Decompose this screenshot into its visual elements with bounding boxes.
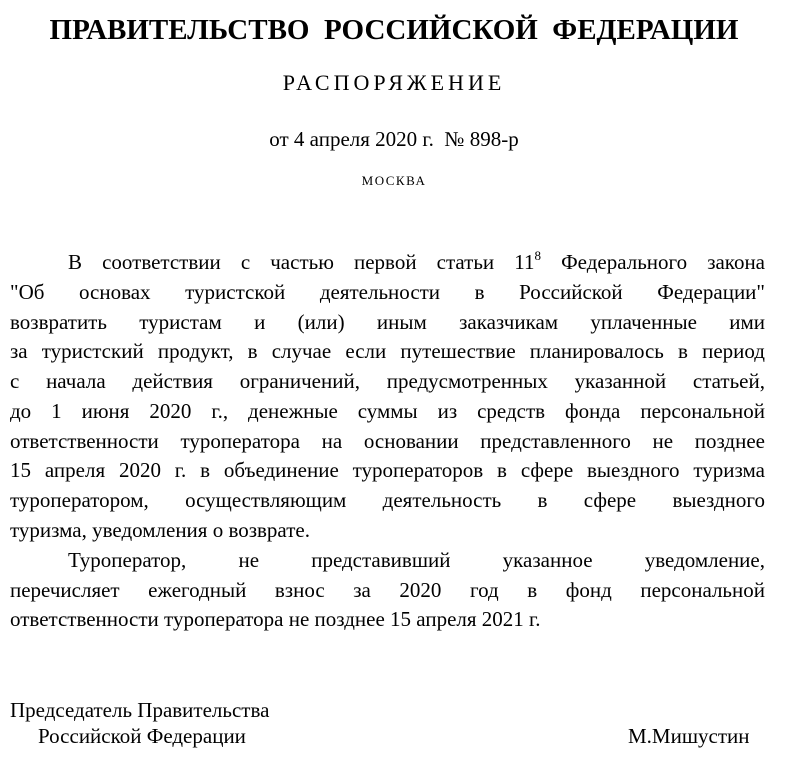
paragraph-line <box>68 250 765 274</box>
paragraph-line: Туроператор, не представивший указанное уведомление, <box>68 548 765 572</box>
paragraph-line: до 1 июня 2020 г., денежные суммы из средств фонда персональной <box>10 398 765 423</box>
text: Федерального закона <box>540 250 766 274</box>
signature-position-line2: Российской Федерации <box>38 724 246 748</box>
signature-name: М.Мишустин <box>628 724 750 748</box>
paragraph-line: "Об основах туристской деятельности в Российской Федерации" <box>10 280 765 304</box>
document-city: МОСКВА <box>361 173 427 188</box>
text: В соответствии с частью первой статьи 11 <box>68 250 535 274</box>
government-title: ПРАВИТЕЛЬСТВО РОССИЙСКОЙ ФЕДЕРАЦИИ <box>49 14 739 46</box>
paragraph-line: туризма, уведомления о возврате. <box>10 517 310 542</box>
paragraph-line: ответственности туроператора на основании представленного не позднее <box>10 428 765 453</box>
paragraph-line: за туристский продукт, в случае если путешествие планировалось в период <box>10 339 765 364</box>
signature-position-line1: Председатель Правительства <box>10 698 270 722</box>
paragraph-line: ответственности туроператора не позднее 15 апреля 2021 г. <box>10 607 541 632</box>
paragraph-line: возвратить туристам и (или) иным заказчикам уплаченные ими <box>10 309 765 334</box>
document-date-number: от 4 апреля 2020 г. № 898-р <box>269 127 519 151</box>
paragraph-line: с начала действия ограничений, предусмотренных указанной статьей, <box>10 369 765 394</box>
paragraph-line: 15 апреля 2020 г. в объединение туроператоров в сфере выездного туризма <box>10 458 765 483</box>
paragraph-line: туроператором, осуществляющим деятельность в сфере выездного <box>10 487 765 512</box>
superscript: 8 <box>534 248 541 263</box>
document-type: РАСПОРЯЖЕНИЕ <box>282 70 506 95</box>
paragraph-line: перечисляет ежегодный взнос за 2020 год в фонд персональной <box>10 577 765 602</box>
